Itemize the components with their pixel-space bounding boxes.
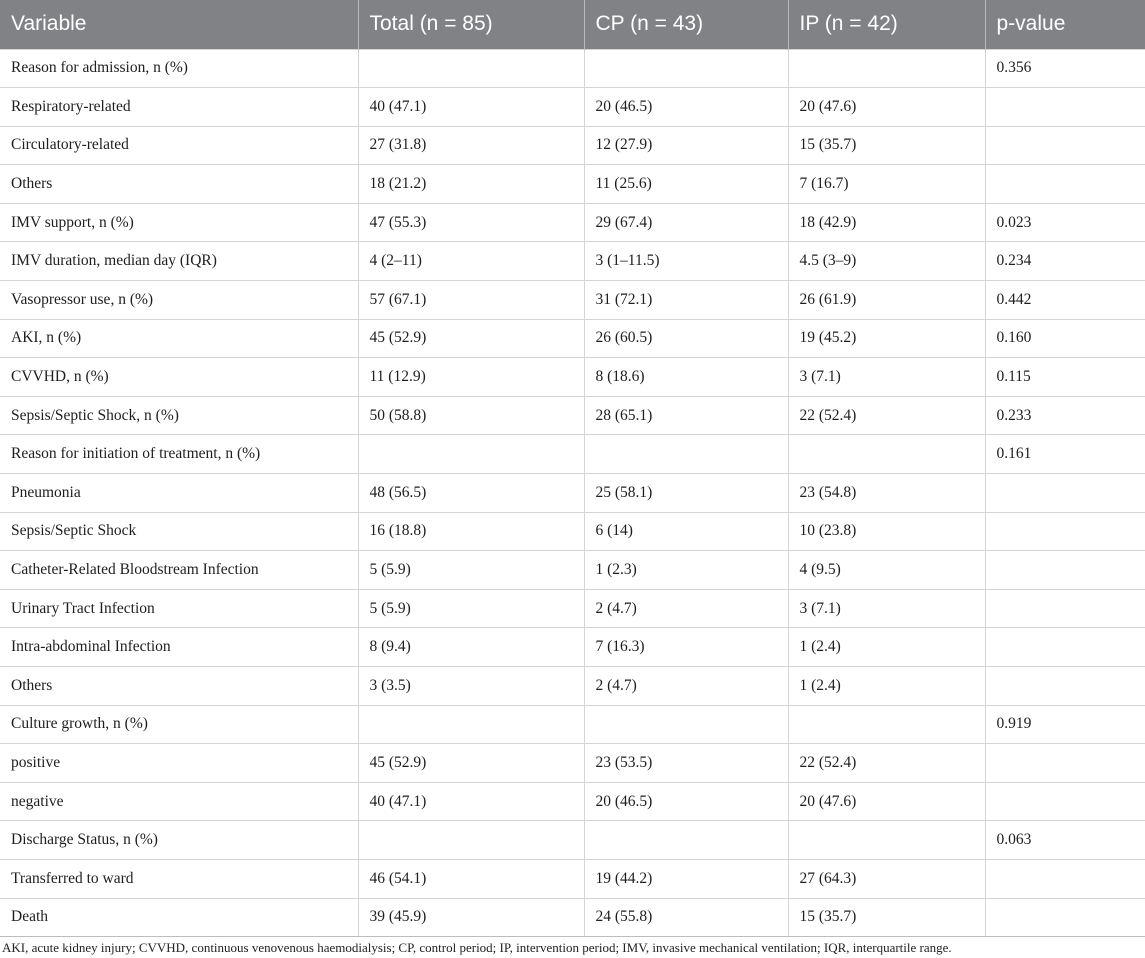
- table-row: [0, 281, 1145, 320]
- header-ip: IP (n = 42): [788, 0, 985, 49]
- cell-p-value: 0.442: [985, 281, 1145, 320]
- table-row: [0, 705, 1145, 744]
- cell-total: 3 (3.5): [358, 667, 584, 706]
- cell-cp: 23 (53.5): [584, 744, 788, 783]
- cell-variable: positive: [0, 744, 358, 783]
- table-row: [0, 319, 1145, 358]
- table-row: [0, 859, 1145, 898]
- cell-ip: 15 (35.7): [788, 898, 985, 937]
- cell-ip: 3 (7.1): [788, 358, 985, 397]
- cell-ip: 7 (16.7): [788, 165, 985, 204]
- cell-cp: 24 (55.8): [584, 898, 788, 937]
- cell-variable: Death: [0, 898, 358, 937]
- cell-variable: Sepsis/Septic Shock: [0, 512, 358, 551]
- cell-total: 50 (58.8): [358, 396, 584, 435]
- cell-total: 48 (56.5): [358, 474, 584, 513]
- table-row: [0, 49, 1145, 88]
- cell-variable: Reason for admission, n (%): [0, 49, 358, 88]
- cell-variable: IMV duration, median day (IQR): [0, 242, 358, 281]
- header-p-value: p-value: [996, 12, 1066, 36]
- cell-cp: 19 (44.2): [584, 859, 788, 898]
- cell-total: 16 (18.8): [358, 512, 584, 551]
- cell-variable: Others: [0, 667, 358, 706]
- cell-ip: 27 (64.3): [788, 859, 985, 898]
- header-total: Total (n = 85): [358, 0, 584, 49]
- cell-ip: [788, 435, 985, 474]
- cell-p-value: 0.233: [985, 396, 1145, 435]
- cell-total: 8 (9.4): [358, 628, 584, 667]
- cell-cp: 1 (2.3): [584, 551, 788, 590]
- table-row: [0, 126, 1145, 165]
- cell-ip: 10 (23.8): [788, 512, 985, 551]
- cell-ip: 22 (52.4): [788, 396, 985, 435]
- table-row: [0, 88, 1145, 127]
- table-footnote: AKI, acute kidney injury; CVVHD, continuous venovenous haemodialysis; CP, control period; IP, intervention period; IMV, invasive mechanical ventilation; IQR, interquartile range.: [2, 940, 952, 955]
- cell-p-value: [985, 88, 1145, 127]
- cell-total: 47 (55.3): [358, 203, 584, 242]
- cell-total: 11 (12.9): [358, 358, 584, 397]
- cell-variable: Respiratory-related: [0, 88, 358, 127]
- cell-total: [358, 821, 584, 860]
- cell-p-value: 0.356: [985, 49, 1145, 88]
- cell-variable: CVVHD, n (%): [0, 358, 358, 397]
- cell-variable: negative: [0, 782, 358, 821]
- cell-p-value: 0.919: [985, 705, 1145, 744]
- cell-total: [358, 49, 584, 88]
- cell-p-value: [985, 126, 1145, 165]
- table-row: [0, 358, 1145, 397]
- table-row: [0, 744, 1145, 783]
- cell-variable: Culture growth, n (%): [0, 705, 358, 744]
- cell-p-value: 0.115: [985, 358, 1145, 397]
- cell-p-value: [985, 898, 1145, 937]
- cell-total: 46 (54.1): [358, 859, 584, 898]
- table-row: [0, 551, 1145, 590]
- cell-cp: 26 (60.5): [584, 319, 788, 358]
- cell-ip: 23 (54.8): [788, 474, 985, 513]
- cell-total: 39 (45.9): [358, 898, 584, 937]
- header-row: [0, 0, 1145, 49]
- cell-ip: [788, 821, 985, 860]
- table-row: [0, 203, 1145, 242]
- cell-total: 40 (47.1): [358, 88, 584, 127]
- cell-cp: 25 (58.1): [584, 474, 788, 513]
- cell-p-value: 0.023: [985, 203, 1145, 242]
- cell-variable: Vasopressor use, n (%): [0, 281, 358, 320]
- table-row: [0, 667, 1145, 706]
- cell-cp: 12 (27.9): [584, 126, 788, 165]
- cell-cp: 7 (16.3): [584, 628, 788, 667]
- table-row: [0, 165, 1145, 204]
- cell-variable: Sepsis/Septic Shock, n (%): [0, 396, 358, 435]
- cell-p-value: [985, 512, 1145, 551]
- cell-variable: Circulatory-related: [0, 126, 358, 165]
- cell-cp: [584, 821, 788, 860]
- cell-total: 27 (31.8): [358, 126, 584, 165]
- cell-p-value: 0.160: [985, 319, 1145, 358]
- cell-p-value: [985, 589, 1145, 628]
- table-row: [0, 782, 1145, 821]
- cell-cp: 3 (1–11.5): [584, 242, 788, 281]
- table-row: [0, 512, 1145, 551]
- table-row: [0, 898, 1145, 937]
- cell-ip: 15 (35.7): [788, 126, 985, 165]
- cell-total: 5 (5.9): [358, 551, 584, 590]
- cell-cp: 20 (46.5): [584, 88, 788, 127]
- cell-total: [358, 705, 584, 744]
- cell-ip: [788, 49, 985, 88]
- table-row: [0, 589, 1145, 628]
- cell-p-value: [985, 551, 1145, 590]
- table-row: [0, 628, 1145, 667]
- cell-variable: Discharge Status, n (%): [0, 821, 358, 860]
- cell-cp: [584, 705, 788, 744]
- cell-p-value: 0.234: [985, 242, 1145, 281]
- cell-total: 4 (2–11): [358, 242, 584, 281]
- cell-ip: [788, 705, 985, 744]
- cell-variable: Urinary Tract Infection: [0, 589, 358, 628]
- cell-variable: AKI, n (%): [0, 319, 358, 358]
- header-cp: CP (n = 43): [584, 0, 788, 49]
- table-header: [0, 0, 1145, 49]
- cell-p-value: 0.063: [985, 821, 1145, 860]
- cell-ip: 3 (7.1): [788, 589, 985, 628]
- cell-cp: 6 (14): [584, 512, 788, 551]
- cell-ip: 20 (47.6): [788, 88, 985, 127]
- cell-p-value: [985, 474, 1145, 513]
- cell-variable: Pneumonia: [0, 474, 358, 513]
- cell-total: 18 (21.2): [358, 165, 584, 204]
- table-row: [0, 242, 1145, 281]
- header-variable: Variable: [0, 0, 358, 49]
- cell-cp: [584, 435, 788, 474]
- cell-p-value: [985, 165, 1145, 204]
- cell-variable: Reason for initiation of treatment, n (%): [0, 435, 358, 474]
- cell-cp: 11 (25.6): [584, 165, 788, 204]
- cell-total: 5 (5.9): [358, 589, 584, 628]
- cell-total: 45 (52.9): [358, 319, 584, 358]
- table-row: [0, 474, 1145, 513]
- cell-variable: Transferred to ward: [0, 859, 358, 898]
- cell-cp: 28 (65.1): [584, 396, 788, 435]
- table-row: [0, 435, 1145, 474]
- cell-p-value: [985, 667, 1145, 706]
- cell-cp: 8 (18.6): [584, 358, 788, 397]
- cell-ip: 4.5 (3–9): [788, 242, 985, 281]
- cell-variable: Others: [0, 165, 358, 204]
- cell-ip: 4 (9.5): [788, 551, 985, 590]
- table-body: [0, 49, 1145, 937]
- cell-total: [358, 435, 584, 474]
- cell-ip: 22 (52.4): [788, 744, 985, 783]
- cell-cp: 20 (46.5): [584, 782, 788, 821]
- cell-cp: [584, 49, 788, 88]
- cell-variable: Intra-abdominal Infection: [0, 628, 358, 667]
- cell-cp: 2 (4.7): [584, 667, 788, 706]
- cell-total: 57 (67.1): [358, 281, 584, 320]
- cell-ip: 18 (42.9): [788, 203, 985, 242]
- table-row: [0, 396, 1145, 435]
- cell-ip: 1 (2.4): [788, 628, 985, 667]
- cell-cp: 31 (72.1): [584, 281, 788, 320]
- cell-ip: 19 (45.2): [788, 319, 985, 358]
- cell-total: 40 (47.1): [358, 782, 584, 821]
- cell-p-value: [985, 782, 1145, 821]
- cell-cp: 2 (4.7): [584, 589, 788, 628]
- cell-p-value: [985, 628, 1145, 667]
- cell-ip: 20 (47.6): [788, 782, 985, 821]
- cell-variable: Catheter-Related Bloodstream Infection: [0, 551, 358, 590]
- cell-p-value: [985, 859, 1145, 898]
- cell-variable: IMV support, n (%): [0, 203, 358, 242]
- cell-ip: 1 (2.4): [788, 667, 985, 706]
- cell-p-value: 0.161: [985, 435, 1145, 474]
- cell-p-value: [985, 744, 1145, 783]
- table-row: [0, 821, 1145, 860]
- cell-cp: 29 (67.4): [584, 203, 788, 242]
- cell-ip: 26 (61.9): [788, 281, 985, 320]
- cell-total: 45 (52.9): [358, 744, 584, 783]
